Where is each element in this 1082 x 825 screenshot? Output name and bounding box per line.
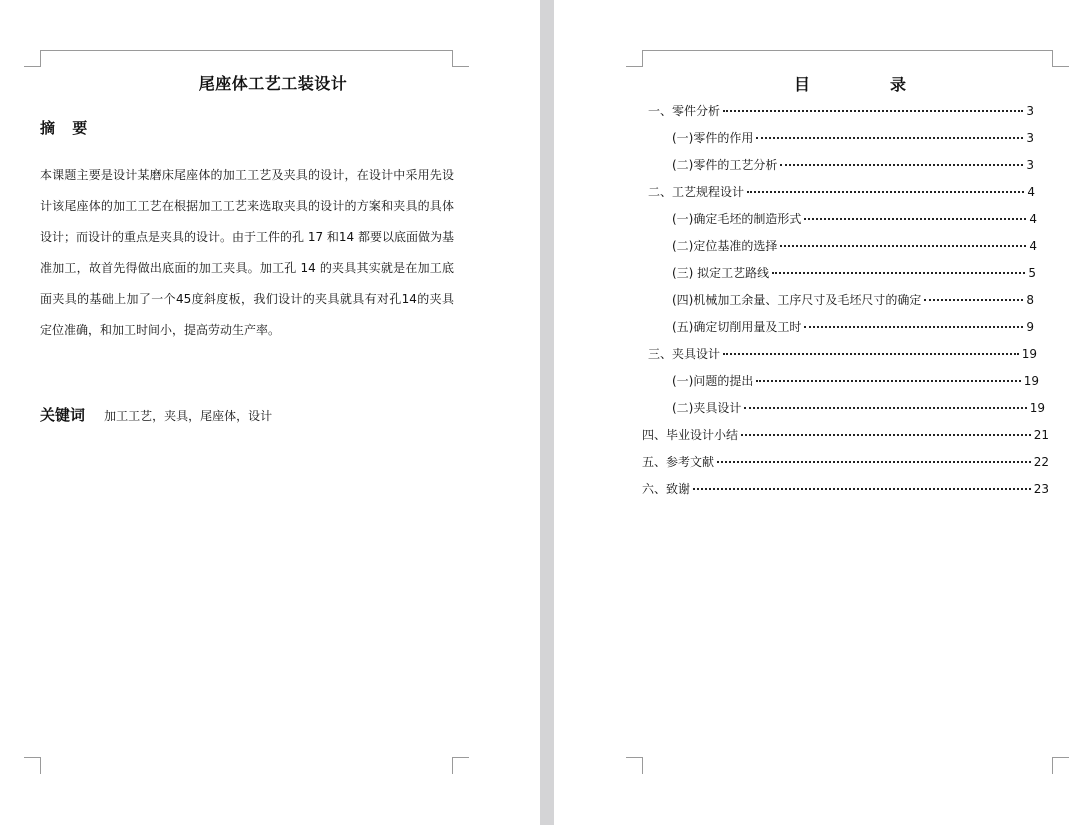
crop-mark-top-left <box>24 50 41 67</box>
toc-entry-label: 一、零件分析 <box>648 104 721 118</box>
toc-leader-dots <box>924 299 1023 301</box>
toc-entry[interactable] <box>672 372 1039 390</box>
toc-entry-page: 9 <box>1026 320 1034 334</box>
toc-entry-page: 3 <box>1026 104 1034 118</box>
toc-entry-label: 三、夹具设计 <box>648 347 721 361</box>
toc-entry[interactable] <box>642 426 1049 444</box>
toc-leader-dots <box>756 380 1020 382</box>
toc-entry-page: 3 <box>1026 158 1034 172</box>
toc-entry[interactable] <box>642 480 1049 498</box>
toc-title-char-2: 录 <box>889 75 906 94</box>
toc-entry[interactable] <box>672 291 1034 309</box>
toc-entry-label: 五、参考文献 <box>642 455 715 469</box>
toc-leader-dots <box>772 272 1025 274</box>
toc-leader-dots <box>693 488 1031 490</box>
toc-entry[interactable] <box>672 237 1037 255</box>
crop-mark-bottom-left <box>626 757 643 774</box>
toc-leader-dots <box>744 407 1026 409</box>
toc-entry-page: 4 <box>1029 212 1037 226</box>
toc-entry-label: (一)确定毛坯的制造形式 <box>672 212 802 226</box>
toc-entry[interactable] <box>648 345 1037 363</box>
toc-entry-page: 23 <box>1033 482 1049 496</box>
toc-leader-dots <box>723 110 1023 112</box>
toc-entry-label: (一)问题的提出 <box>672 374 754 388</box>
toc-leader-dots <box>804 326 1023 328</box>
toc-entry-page: 22 <box>1033 455 1049 469</box>
toc-entry-label: 四、毕业设计小结 <box>642 428 739 442</box>
toc-entry-label: (二)定位基准的选择 <box>672 239 778 253</box>
toc-entry-label: (一)零件的作用 <box>672 131 754 145</box>
page-abstract <box>0 0 540 825</box>
toc-entry-page: 4 <box>1027 185 1035 199</box>
keywords-label: 关键词 <box>40 406 86 424</box>
crop-mark-top-right <box>1052 50 1069 67</box>
document-title: 尾座体工艺工装设计 <box>198 74 348 93</box>
toc-entry[interactable] <box>672 129 1034 147</box>
header-rule <box>642 50 1052 51</box>
toc-entry[interactable] <box>642 453 1049 471</box>
toc-entry[interactable] <box>672 318 1034 336</box>
toc-entry-label: (二)夹具设计 <box>672 401 742 415</box>
toc-entry-label: (三) 拟定工艺路线 <box>672 266 770 280</box>
toc-entry[interactable] <box>672 210 1037 228</box>
toc-entry-page: 4 <box>1029 239 1037 253</box>
toc-title-char-1: 目 <box>794 75 811 94</box>
toc-entry-label: (五)确定切削用量及工时 <box>672 320 802 334</box>
crop-mark-bottom-right <box>1052 757 1069 774</box>
toc-entry[interactable] <box>672 156 1034 174</box>
toc-leader-dots <box>747 191 1024 193</box>
toc-entry-label: 二、工艺规程设计 <box>648 185 745 199</box>
toc-entry[interactable] <box>648 183 1035 201</box>
toc-entry-page: 19 <box>1023 374 1039 388</box>
keywords-text: 加工工艺，夹具，尾座体，设计 <box>104 409 273 423</box>
toc-entry-page: 21 <box>1033 428 1049 442</box>
toc-entry-label: (二)零件的工艺分析 <box>672 158 778 172</box>
toc-leader-dots <box>780 245 1026 247</box>
toc-entry[interactable] <box>672 264 1036 282</box>
keywords-line <box>40 404 272 425</box>
toc-leader-dots <box>723 353 1019 355</box>
toc-title <box>794 72 906 95</box>
toc-leader-dots <box>780 164 1023 166</box>
toc-entry-page: 8 <box>1026 293 1034 307</box>
toc-leader-dots <box>717 461 1031 463</box>
toc-leader-dots <box>804 218 1026 220</box>
toc-entry-page: 5 <box>1028 266 1036 280</box>
page-gutter <box>540 0 554 825</box>
toc-entry-page: 19 <box>1021 347 1037 361</box>
crop-mark-top-left <box>626 50 643 67</box>
abstract-body: 本课题主要是设计某磨床尾座体的加工工艺及夹具的设计，在设计中采用先设计该尾座体的加工工艺在根据加工工艺来选取夹具的设计的方案和夹具的具体设计；而设计的重点是夹具的设计。由于工件的孔 17 和14 都要以底面做为基准加工，故首先得做出底面的加工夹具。加工孔 14 的夹具其实就是在加工底面夹具的基础上加了一个45度斜度板，我们设计的夹具就具有对孔14的夹具定位准确，和加工时间小，提高劳动生产率。 <box>40 168 454 337</box>
toc-entry[interactable] <box>648 102 1034 120</box>
toc-leader-dots <box>741 434 1031 436</box>
abstract-heading: 摘 要 <box>40 119 94 137</box>
crop-mark-bottom-left <box>24 757 41 774</box>
page-table-of-contents <box>554 0 1082 825</box>
toc-entry-label: 六、致谢 <box>642 482 691 496</box>
crop-mark-top-right <box>452 50 469 67</box>
toc-entry[interactable] <box>672 399 1045 417</box>
toc-entry-label: (四)机械加工余量、工序尺寸及毛坯尺寸的确定 <box>672 293 922 307</box>
toc-entry-page: 3 <box>1026 131 1034 145</box>
header-rule <box>40 50 452 51</box>
crop-mark-bottom-right <box>452 757 469 774</box>
toc-leader-dots <box>756 137 1023 139</box>
toc-entry-page: 19 <box>1029 401 1045 415</box>
